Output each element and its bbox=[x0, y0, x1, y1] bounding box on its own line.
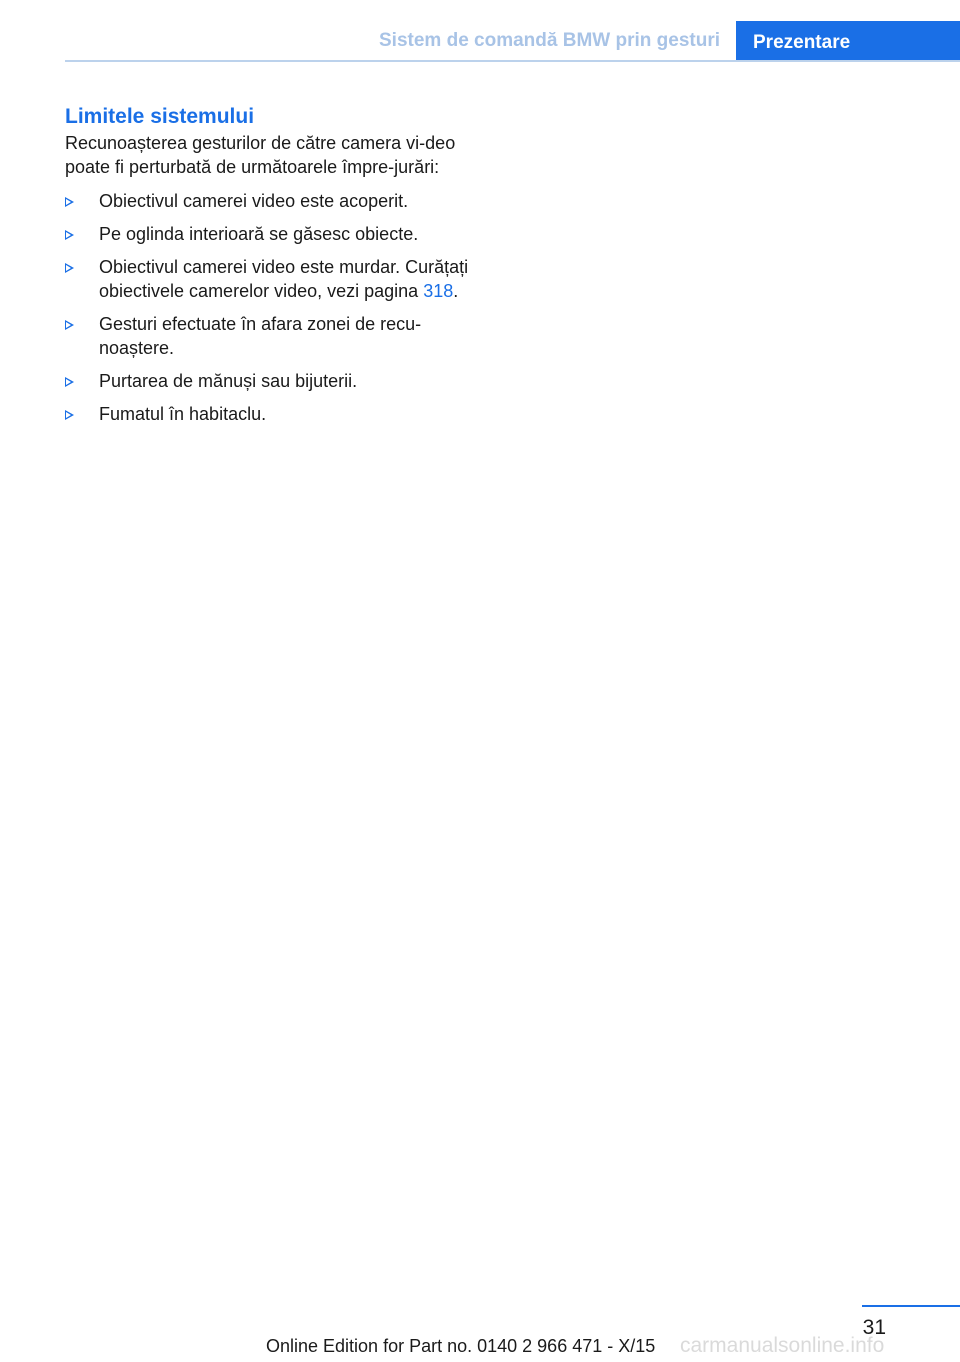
list-item bbox=[65, 222, 470, 246]
list-item bbox=[65, 312, 470, 360]
watermark: carmanualsonline.info bbox=[680, 1334, 885, 1357]
intro-paragraph: Recunoașterea gesturilor de către camera vi‐deo poate fi perturbată de următoarele împre‐jurări: bbox=[65, 133, 456, 177]
list-item-text: Purtarea de mănuși sau bijuterii. bbox=[99, 371, 358, 391]
list-item-text: Obiectivul camerei video este acoperit. bbox=[99, 191, 409, 211]
triangle-bullet-icon bbox=[65, 263, 74, 273]
triangle-bullet-icon bbox=[65, 230, 74, 240]
list-item bbox=[65, 189, 470, 213]
page-reference-link[interactable]: 318 bbox=[423, 281, 454, 301]
section-tab[interactable]: Prezentare bbox=[736, 21, 960, 62]
page-number: 31 bbox=[862, 1316, 886, 1339]
list-item-text: Obiectivul camerei video este murdar. Curățați obiectivele camerelor video, vezi pagina bbox=[99, 257, 469, 301]
triangle-bullet-icon bbox=[65, 320, 74, 330]
list-item-text: Fumatul în habitaclu. bbox=[99, 404, 267, 424]
main-content bbox=[65, 102, 470, 435]
header-divider bbox=[65, 60, 960, 62]
list-item bbox=[65, 369, 470, 393]
limitations-list bbox=[65, 189, 470, 426]
triangle-bullet-icon bbox=[65, 197, 74, 207]
footer-divider bbox=[862, 1305, 960, 1307]
list-item-text: Pe oglinda interioară se găsesc obiecte. bbox=[99, 224, 419, 244]
list-item bbox=[65, 255, 470, 303]
list-item bbox=[65, 402, 470, 426]
list-item-text-end: . bbox=[453, 281, 459, 301]
section-heading: Limitele sistemului bbox=[65, 105, 255, 128]
triangle-bullet-icon bbox=[65, 410, 74, 420]
triangle-bullet-icon bbox=[65, 377, 74, 387]
edition-note: Online Edition for Part no. 0140 2 966 471 - X/15 bbox=[266, 1336, 656, 1356]
chapter-title: Sistem de comandă BMW prin gesturi bbox=[379, 30, 720, 51]
list-item-text: Gesturi efectuate în afara zonei de recu‐noaștere. bbox=[99, 314, 422, 358]
